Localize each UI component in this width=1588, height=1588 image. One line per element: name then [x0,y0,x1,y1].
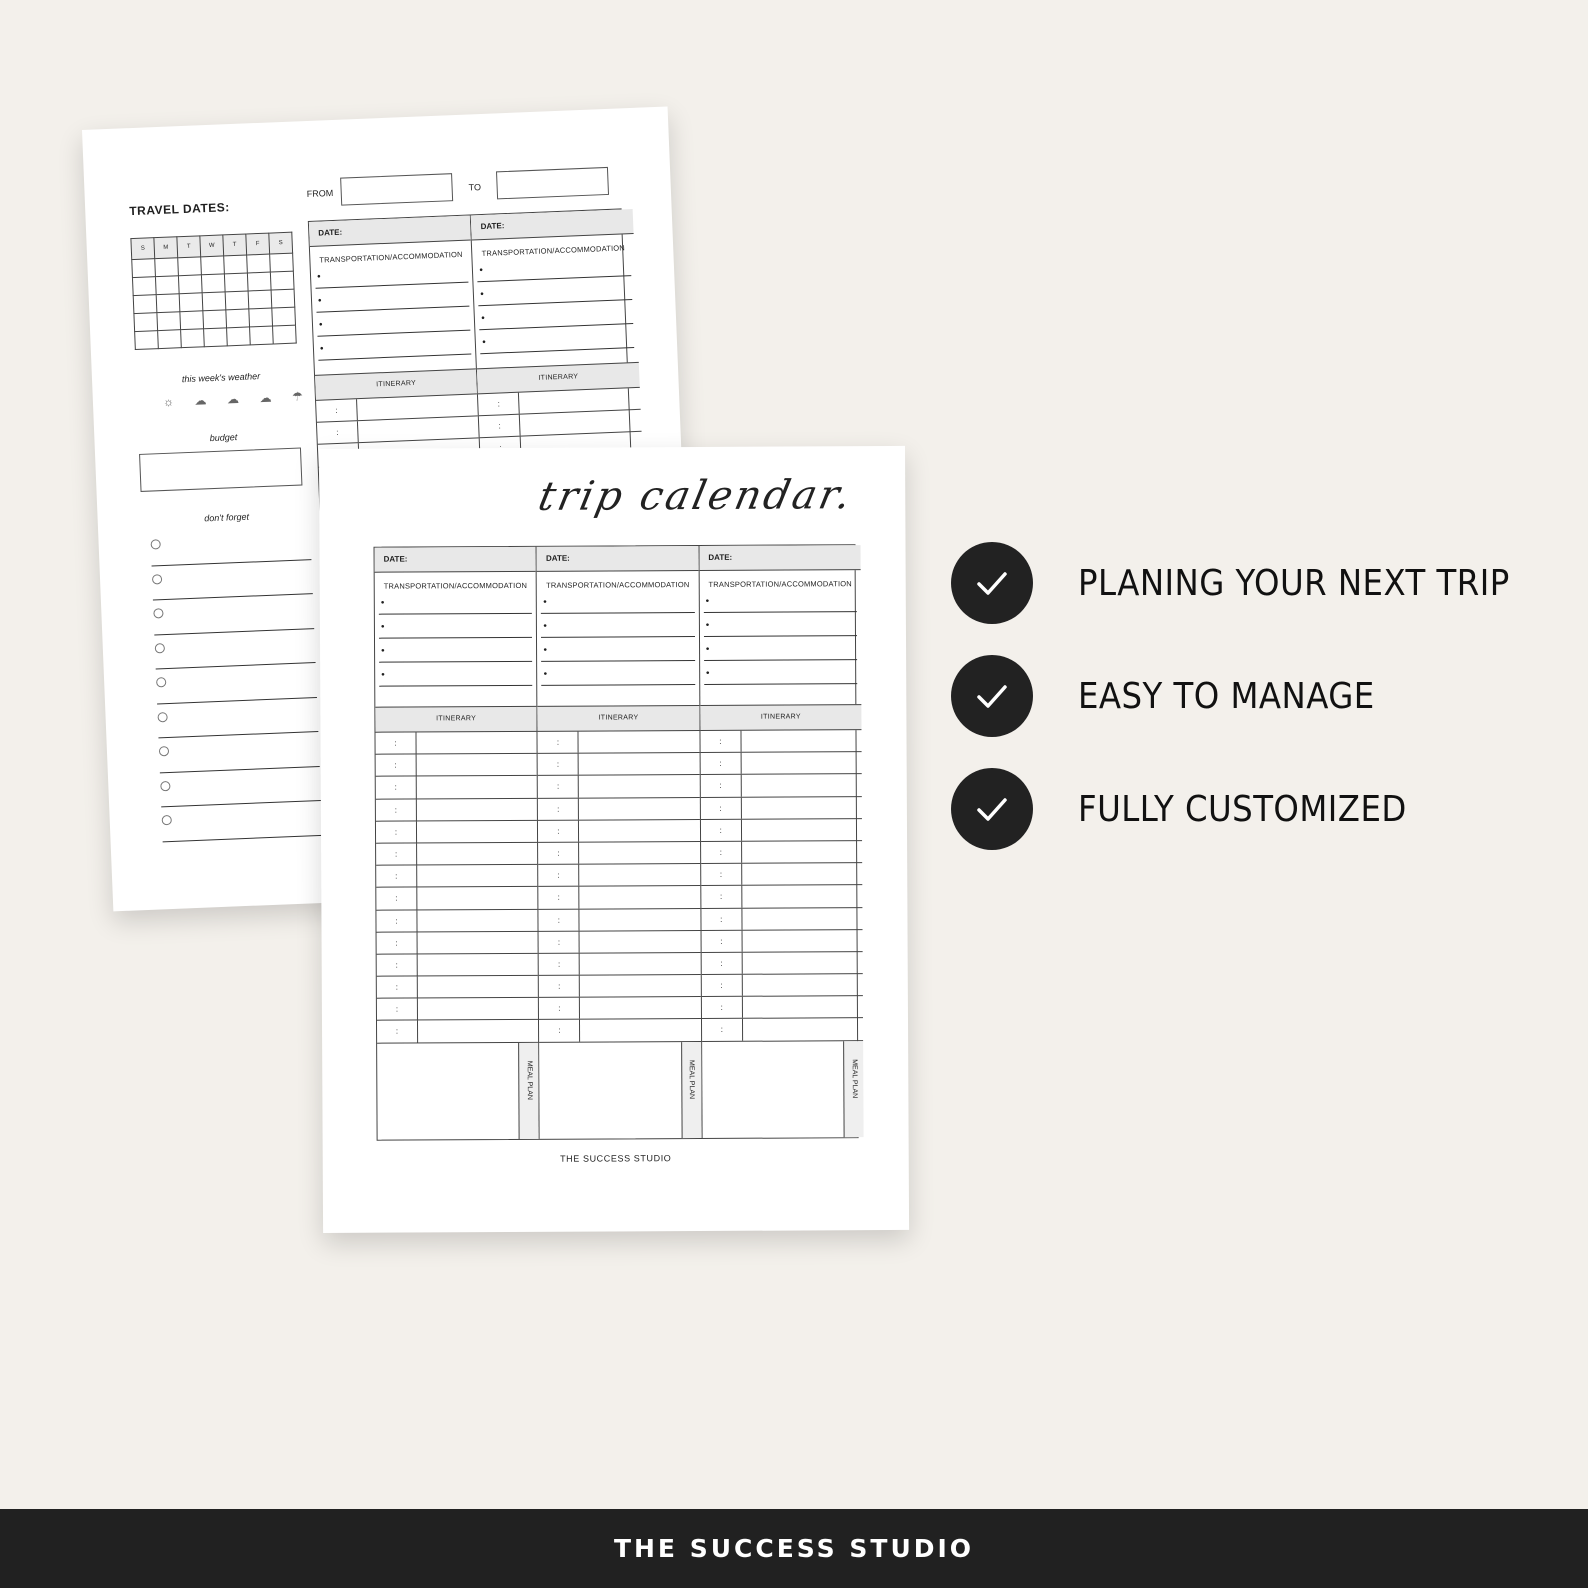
to-date-box [496,167,609,199]
weather-icons [163,389,303,409]
trip-calendar-page [319,446,909,1233]
itinerary-row: : [377,954,539,977]
itinerary-row: : [538,842,700,865]
from-label: FROM [306,187,334,200]
itinerary-header: ITINERARY [538,705,700,732]
itinerary-row: : [316,394,478,423]
weekday-sat: S [269,232,293,254]
weekday-sun: S [131,238,155,260]
itinerary-row: : [702,996,864,1019]
itinerary-row: : [700,752,862,775]
itinerary-row: : [701,863,863,886]
checklist-item [161,807,322,848]
meal-plan-box [702,1040,864,1138]
partly-cloudy-icon: ☁ [194,393,207,408]
itinerary-row: : [376,909,538,932]
feature-text: EASY TO MANAGE [1078,675,1375,717]
itinerary-row: : [539,997,701,1020]
day-column: DATE: TRANSPORTATION/ACCOMMODATION • • • • ITINERARY : : : : : : : : : : : : : : MEAL PLAN [699,545,863,1137]
checkbox-circle-icon [153,608,163,618]
itinerary-row: : [377,976,539,999]
itinerary-header: ITINERARY [375,706,537,733]
itinerary-row: : [376,843,538,866]
itinerary-row: : [539,953,701,976]
rain-icon: ☂ [291,389,304,404]
meal-plan-box [539,1041,701,1139]
cloud-icon: ☁ [259,390,272,406]
itinerary-header: ITINERARY [477,362,639,394]
check-icon [951,542,1033,624]
itinerary-header: ITINERARY [315,368,477,400]
front-day-grid [374,544,859,1140]
date-header: DATE: [699,545,861,571]
itinerary-row: : [375,732,537,755]
itinerary-row: : [702,1019,863,1041]
itinerary-row: : [376,887,538,910]
meal-plan-label: MEAL PLAN [850,1058,858,1098]
itinerary-row: : [701,930,863,953]
itinerary-row: : [377,1020,538,1042]
itinerary-row: : [539,864,701,887]
date-header: DATE: [309,215,471,246]
back-day-column: DATE: TRANSPORTATION/ACCOMMODATION • • • • ITINERARY : : [309,215,499,911]
itinerary-row: : [317,417,479,446]
transport-label: TRANSPORTATION/ACCOMMODATION [383,580,528,591]
back-day-column: DATE: TRANSPORTATION/ACCOMMODATION • • • • ITINERARY : : [471,209,660,911]
itinerary-row: : [701,841,863,864]
itinerary-row: : [478,388,640,417]
meal-plan-label: MEAL PLAN [687,1059,696,1099]
to-label: TO [468,182,482,193]
itinerary-row: : [538,775,700,798]
budget-box [139,447,302,491]
itinerary-row: : [539,975,701,998]
checkbox-circle-icon [150,539,160,549]
meal-plan-box [377,1041,539,1139]
checkbox-circle-icon [156,677,166,687]
checkbox-circle-icon [159,746,169,756]
transport-label: TRANSPORTATION/ACCOMMODATION [546,580,690,590]
checkbox-circle-icon [157,712,167,722]
itinerary-row: : [539,909,701,932]
itinerary-row: : [702,974,864,997]
check-icon [951,655,1033,737]
itinerary-row: : [377,998,539,1021]
itinerary-row: : [701,952,863,975]
itinerary-row: : [538,753,700,776]
date-header: DATE: [537,546,699,572]
check-icon [951,768,1033,850]
itinerary-row: : [538,798,700,821]
mini-calendar [130,232,296,350]
feature-item [951,768,1443,850]
transport-label: TRANSPORTATION/ACCOMMODATION [708,579,852,589]
itinerary-row: : [539,886,701,909]
brand-banner [0,1509,1588,1588]
page-footer: THE SUCCESS STUDIO [560,1153,672,1164]
brand-name: THE SUCCESS STUDIO [613,1534,975,1563]
meal-plan-label: MEAL PLAN [525,1060,533,1100]
travel-dates-label: TRAVEL DATES: [129,200,231,219]
itinerary-row: : [701,908,863,931]
itinerary-row: : [700,775,862,798]
checkbox-circle-icon [152,574,162,584]
date-header: DATE: [471,209,633,240]
cloudy-icon: ☁ [226,391,240,407]
day-column: DATE: TRANSPORTATION/ACCOMMODATION • • • • ITINERARY : : : : : : : : : : : : : : MEAL PLAN [537,546,702,1138]
itinerary-row: : [376,821,538,844]
page-title: trip calendar. [534,472,859,520]
itinerary-row: : [538,731,700,754]
itinerary-row: : [539,1019,700,1041]
feature-item [951,655,1408,737]
transport-label: TRANSPORTATION/ACCOMMODATION [319,249,463,265]
itinerary-row: : [376,776,538,799]
itinerary-row: : [376,865,538,888]
itinerary-row: : [700,730,862,753]
checkbox-circle-icon [160,780,170,790]
checkbox-circle-icon [162,815,172,825]
date-header: DATE: [375,547,537,573]
itinerary-row: : [539,931,701,954]
itinerary-row: : [701,797,863,820]
day-column: DATE: TRANSPORTATION/ACCOMMODATION • • • • ITINERARY : : : : : : : : : : : : : : MEAL PLAN [375,547,540,1139]
itinerary-row: : [538,820,700,843]
dont-forget-label: don't forget [204,511,250,524]
weekday-mon: M [154,237,178,259]
sun-icon: ☼ [162,394,175,409]
itinerary-row: : [701,819,863,842]
itinerary-row: : [376,798,538,821]
budget-label: budget [209,432,238,444]
feature-item [951,542,1558,624]
transport-label: TRANSPORTATION/ACCOMMODATION [481,243,626,259]
weekday-tue: T [177,236,201,258]
feature-text: FULLY CUSTOMIZED [1078,788,1407,830]
checkbox-circle-icon [155,643,165,653]
itinerary-row: : [701,885,863,908]
feature-text: PLANING YOUR NEXT TRIP [1078,562,1510,604]
weekday-fri: F [246,233,270,255]
itinerary-row: : [479,410,641,439]
weather-label: this week's weather [181,371,261,385]
itinerary-header: ITINERARY [700,704,862,731]
weekday-wed: W [200,235,224,257]
weekday-thu: T [223,234,247,256]
dont-forget-list [150,531,322,848]
itinerary-row: : [376,754,538,777]
itinerary-row: : [377,932,539,955]
from-date-box [340,173,453,205]
